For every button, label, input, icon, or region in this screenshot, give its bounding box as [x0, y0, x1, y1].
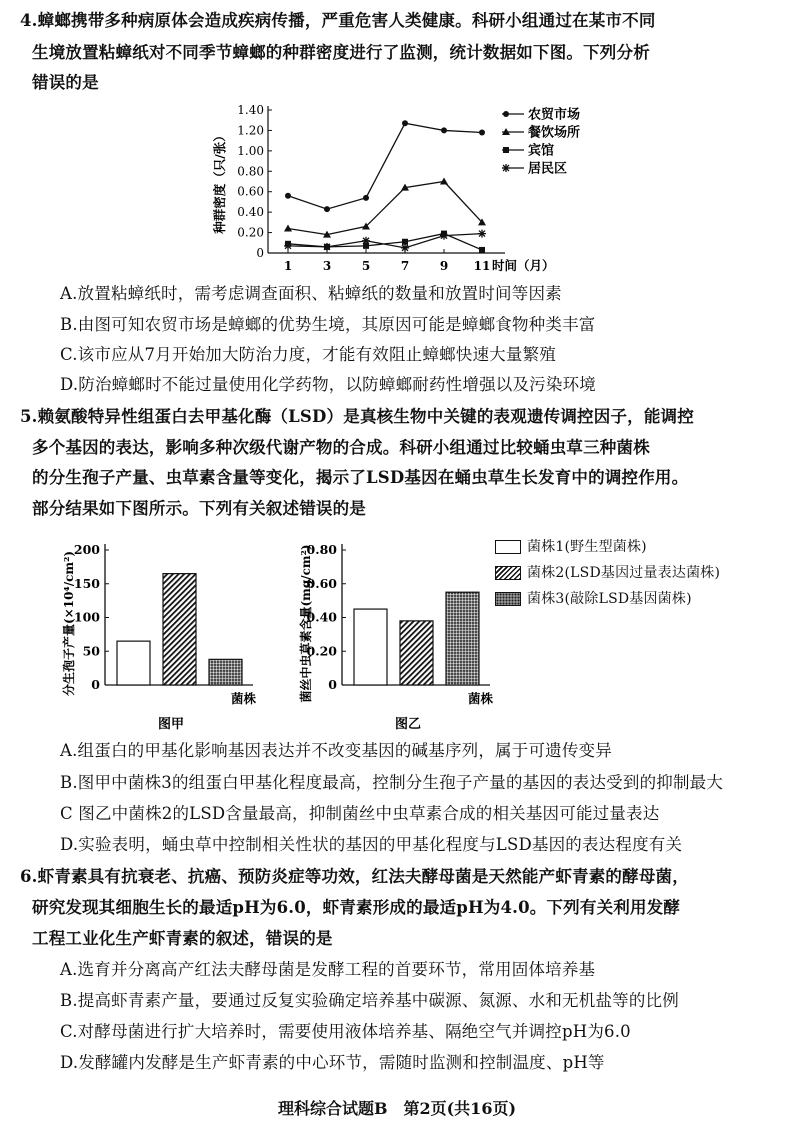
legend-swatch-strain-1 [495, 540, 521, 554]
q6-stem-line-1: 6.虾青素具有抗衰老、抗癌、预防炎症等功效，红法夫酵母菌是天然能产虾青素的酵母菌， [20, 867, 689, 886]
data-point-series-1 [324, 206, 330, 212]
page-footer: 理科综合试题B 第2页(共16页) [277, 1099, 517, 1118]
x-tick-label: 7 [400, 259, 410, 273]
y-tick-label: 0.60 [306, 575, 337, 591]
legend-swatch-strain-3 [495, 592, 521, 606]
q4-option-d: D.防治蟑螂时不能过量使用化学药物，以防蟑螂耐药性增强以及污染环境 [60, 375, 596, 394]
bar-chart-spore-yield [55, 538, 280, 733]
y-tick-label: 0.80 [306, 542, 337, 557]
data-point-series-4 [323, 243, 331, 251]
y-tick-label: 0 [256, 246, 264, 260]
x-axis-label: 时间（月） [492, 258, 555, 273]
data-point-series-4 [440, 232, 448, 240]
y-axis-label: 种群密度（只/张） [212, 129, 227, 234]
y-tick-label: 0.20 [306, 643, 337, 659]
series-line-3 [288, 234, 482, 250]
y-tick-label: 0.40 [306, 609, 337, 625]
y-tick-label: 0 [328, 677, 337, 692]
q6-stem-line-2: 研究发现其细胞生长的最适pH为6.0，虾青素形成的最适pH为4.0。下列有关利用发酵 [32, 898, 681, 917]
data-point-series-4 [401, 244, 409, 252]
y-tick-label: 1.40 [237, 103, 264, 117]
bar-chart-cordycepin-content [292, 538, 517, 733]
legend-label-strain-1: 菌株1(野生型菌株) [527, 539, 647, 555]
y-tick-label: 0.40 [237, 205, 264, 220]
x-axis-label: 菌株 [467, 691, 493, 706]
q4-option-b: B.由图可知农贸市场是蟑螂的优势生境，其原因可能是蟑螂食物种类丰富 [60, 315, 596, 334]
legend-label-4: 居民区 [528, 161, 568, 177]
q5-option-d: D.实验表明，蛹虫草中控制相关性状的基因的甲基化程度与LSD基因的表达程度有关 [60, 835, 683, 854]
bar-菌株1 [117, 641, 150, 685]
data-point-series-4 [478, 230, 486, 238]
bar-菌株2 [163, 574, 196, 685]
legend-label-3: 宾馆 [528, 143, 555, 159]
q5-stem-line-3: 的分生孢子产量、虫草素含量等变化，揭示了LSD基因在蛹虫草生长发育中的调控作用。 [32, 468, 689, 487]
q6-option-d: D.发酵罐内发酵是生产虾青素的中心环节，需随时监测和控制温度、pH等 [60, 1053, 605, 1072]
data-point-series-1 [363, 195, 369, 201]
legend-marker-1 [503, 111, 509, 117]
data-point-series-3 [479, 247, 485, 253]
y-tick-label: 1.00 [237, 143, 264, 158]
x-tick-label: 3 [322, 259, 332, 273]
q6-stem-line-3: 工程工业化生产虾青素的叙述，错误的是 [32, 929, 333, 948]
q5-stem-line-4: 部分结果如下图所示。下列有关叙述错误的是 [32, 499, 366, 518]
legend-label-2: 餐饮场所 [528, 125, 581, 141]
data-point-series-3 [402, 239, 408, 245]
y-tick-label: 100 [73, 609, 100, 625]
line-chart-population-density [180, 98, 600, 276]
q4-option-a: A.放置粘蟑纸时，需考虑调查面积、粘蟑纸的数量和放置时间等因素 [60, 284, 562, 303]
x-tick-label: 11 [473, 259, 491, 273]
series-line-1 [288, 123, 482, 209]
data-point-series-1 [402, 120, 408, 126]
figure-caption: 图甲 [157, 717, 185, 732]
y-tick-label: 0.80 [237, 164, 264, 179]
x-tick-label: 5 [361, 259, 371, 273]
q5-option-b: B.图甲中菌株3的组蛋白甲基化程度最高，控制分生孢子产量的基因的表达受到的抑制最大 [60, 773, 724, 792]
bar-菌株3 [209, 659, 242, 685]
q5-option-c: C 图乙中菌株2的LSD含量最高，抑制菌丝中虫草素合成的相关基因可能过量表达 [60, 804, 660, 823]
legend-swatch-strain-2 [495, 566, 521, 580]
q4-stem-line-3: 错误的是 [32, 73, 99, 92]
y-tick-label: 1.20 [237, 123, 264, 138]
q6-option-b: B.提高虾青素产量，要通过反复实验确定培养基中碳源、氮源、水和无机盐等的比例 [60, 991, 679, 1010]
q6-option-c: C.对酵母菌进行扩大培养时，需要使用液体培养基、隔绝空气并调控pH为6.0 [60, 1022, 631, 1041]
legend-label-1: 农贸市场 [528, 107, 581, 123]
bar-菌株3 [446, 592, 479, 685]
x-axis-label: 菌株 [230, 691, 256, 706]
q6-option-a: A.选育并分离高产红法夫酵母菌是发酵工程的首要环节，常用固体培养基 [60, 960, 596, 979]
legend-label-strain-3: 菌株3(敲除LSD基因菌株) [527, 591, 692, 607]
figure-caption: 图乙 [394, 717, 422, 732]
bar-菌株1 [354, 609, 387, 685]
y-tick-label: 150 [73, 575, 100, 591]
data-point-series-1 [285, 193, 291, 199]
q5-stem-line-1: 5.赖氨酸特异性组蛋白去甲基化酶（LSD）是真核生物中关键的表观遗传调控因子，能调控 [20, 407, 694, 426]
legend-marker-3 [503, 147, 509, 153]
y-axis-label: 分生孢子产量(×10⁴/cm²) [62, 550, 76, 697]
y-tick-label: 200 [73, 542, 100, 557]
x-tick-label: 1 [283, 259, 293, 273]
bar-legend [495, 536, 785, 616]
data-point-series-4 [284, 242, 292, 250]
legend-label-strain-2: 菌株2(LSD基因过量表达菌株) [527, 565, 721, 581]
y-tick-label: 0 [91, 677, 100, 692]
data-point-series-4 [362, 237, 370, 245]
q4-stem-line-2: 生境放置粘蟑纸对不同季节蟑螂的种群密度进行了监测，统计数据如下图。下列分析 [32, 43, 650, 62]
bar-菌株2 [400, 621, 433, 685]
data-point-series-2 [284, 224, 292, 231]
data-point-series-1 [479, 129, 485, 135]
y-tick-label: 50 [82, 643, 100, 659]
data-point-series-2 [440, 178, 448, 185]
legend-marker-4 [502, 164, 510, 172]
y-tick-label: 0.20 [237, 225, 264, 240]
x-tick-label: 9 [439, 259, 449, 273]
q5-stem-line-2: 多个基因的表达，影响多种次级代谢产物的合成。科研小组通过比较蛹虫草三种菌株 [32, 438, 650, 457]
q4-option-c: C.该市应从7月开始加大防治力度，才能有效阻止蟑螂快速大量繁殖 [60, 345, 556, 364]
series-line-2 [288, 182, 482, 235]
data-point-series-1 [441, 127, 447, 133]
y-axis-label: 菌丝中虫草素含量(mg/cm²) [299, 544, 313, 703]
y-tick-label: 0.60 [237, 184, 264, 199]
q5-option-a: A.组蛋白的甲基化影响基因表达并不改变基因的碱基序列，属于可遗传变异 [60, 741, 612, 760]
q4-stem-line-1: 4.蟑螂携带多种病原体会造成疾病传播，严重危害人类健康。科研小组通过在某市不同 [20, 11, 656, 30]
